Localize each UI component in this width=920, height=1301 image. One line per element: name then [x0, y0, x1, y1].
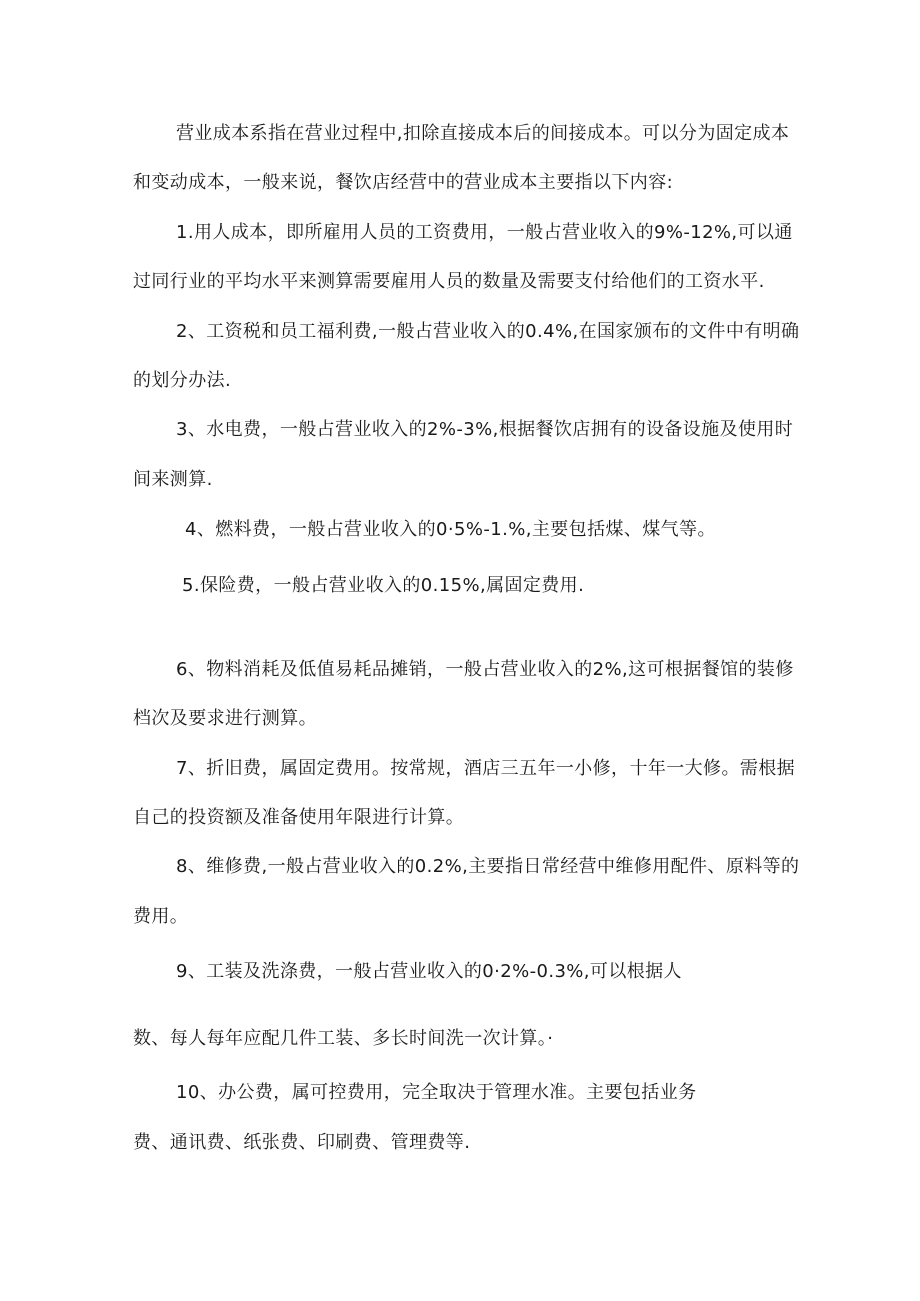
item-1-line-2: 过同行业的平均水平来测算需要雇用人员的数量及需要支付给他们的工资水平.	[133, 271, 765, 292]
item-7-line-1: 7、折旧费，属固定费用。按常规，酒店三五年一小修，十年一大修。需根据	[176, 758, 796, 779]
item-8-line-1: 8、维修费,一般占营业收入的0.2%,主要指日常经营中维修用配件、原料等的	[176, 856, 800, 877]
paragraph-intro-line-1: 营业成本系指在营业过程中,扣除直接成本后的间接成本。可以分为固定成本	[176, 123, 790, 144]
item-2-line-2: 的划分办法.	[133, 370, 232, 391]
item-3-line-1: 3、水电费，一般占营业收入的2%-3%,根据餐饮店拥有的设备设施及使用时	[176, 419, 794, 440]
paragraph-intro-line-2: 和变动成本，一般来说，餐饮店经营中的营业成本主要指以下内容:	[133, 172, 674, 193]
item-9-line-1: 9、工装及洗涤费，一般占营业收入的0·2%-0.3%,可以根据人	[176, 961, 682, 982]
item-5-line-1: 5.保险费，一般占营业收入的0.15%,属固定费用.	[182, 575, 585, 596]
item-7-line-2: 自己的投资额及准备使用年限进行计算。	[133, 807, 465, 828]
item-10-line-2: 费、通讯费、纸张费、印刷费、管理费等.	[133, 1132, 471, 1153]
item-9-line-2: 数、每人每年应配几件工装、多长时间洗一次计算。·	[133, 1028, 554, 1049]
item-10-line-1: 10、办公费，属可控费用，完全取决于管理水准。主要包括业务	[176, 1082, 697, 1103]
item-6-line-2: 档次及要求进行测算。	[133, 708, 317, 729]
item-8-line-2: 费用。	[133, 906, 189, 927]
item-6-line-1: 6、物料消耗及低值易耗品摊销，一般占营业收入的2%,这可根据餐馆的装修	[176, 659, 794, 680]
item-4-line-1: 4、燃料费，一般占营业收入的0·5%-1.%,主要包括煤、煤气等。	[185, 519, 716, 540]
item-2-line-1: 2、工资税和员工福利费,一般占营业收入的0.4%,在国家颁布的文件中有明确	[176, 321, 800, 342]
item-1-line-1: 1.用人成本，即所雇用人员的工资费用，一般占营业收入的9%-12%,可以通	[176, 222, 793, 243]
item-3-line-2: 间来测算.	[133, 469, 213, 490]
